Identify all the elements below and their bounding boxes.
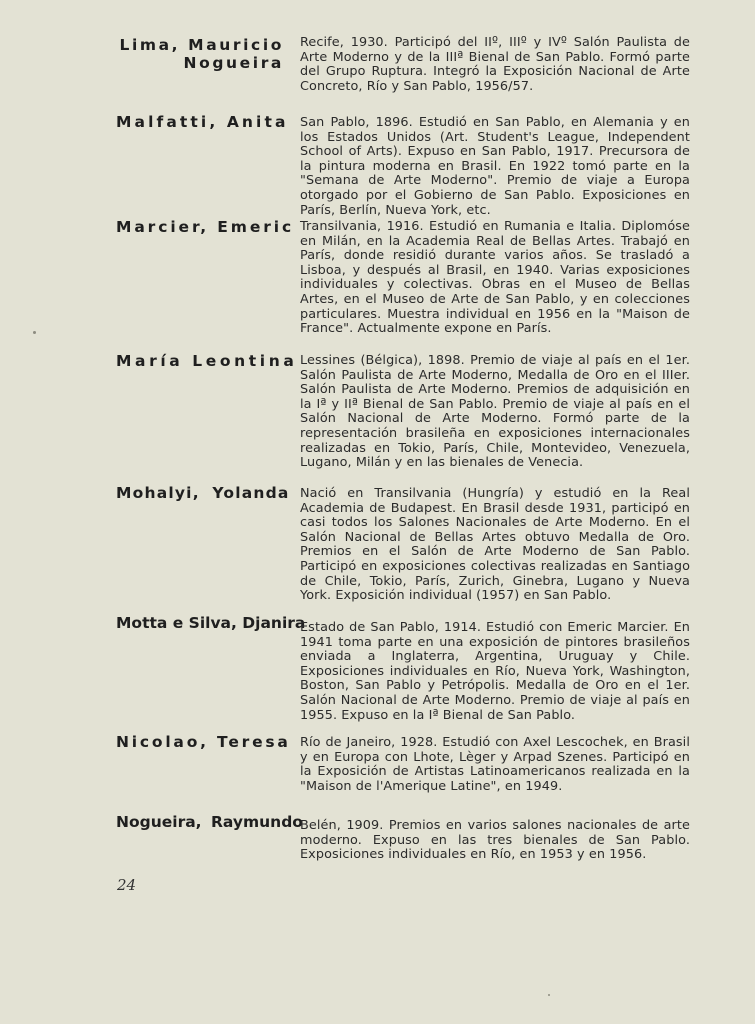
artist-name-line: María Leontina [116,352,298,370]
artist-biography: Recife, 1930. Participó del IIº, IIIº y IVº Salón Paulista de Arte Moderno y de la IIIª Bienal de San Pablo. Formó parte del Grupo Ruptura. Integró la Exposición Nacional de Arte Concreto, Río y San Pablo, 1956/57. [300,35,690,94]
artist-name [116,484,290,502]
artist-biography: Nació en Transilvania (Hungría) y estudió en la Real Academia de Budapest. En Brasil desde 1931, participó en casi todos los Salones Nacionales de Arte Moderno. En el Salón Nacional de Bellas Artes obtuvo Medalla de Oro. Premios en el Salón de Arte Moderno de San Pablo. Participó en exposiciones colectivas realizadas en Santiago de Chile, Tokio, París, Zurich, Ginebra, Lugano y Nueva York. Exposición individual (1957) en San Pablo. [300,486,690,604]
artist-name [116,218,295,236]
paper-speck [548,994,550,996]
paper-speck [33,331,36,334]
artist-name [116,113,289,131]
artist-name-line: Motta e Silva, Djanira [116,614,306,632]
artist-name-line: Nogueira, Raymundo [116,813,303,831]
artist-name [116,733,291,751]
artist-name [116,36,284,72]
artist-name [116,813,303,831]
artist-name-line: Lima, Mauricio [119,36,284,54]
artist-name [116,614,306,632]
artist-name-line: Marcier, Emeric [116,218,295,236]
artist-biography: Lessines (Bélgica), 1898. Premio de viaje al país en el 1er. Salón Paulista de Arte Moderno, Medalla de Oro en el IIIer. Salón Paulista de Arte Moderno. Premios de adquisición en la Iª y IIª Bienal de San Pablo. Premio de viaje al país en el Salón Nacional de Arte Moderno. Formó parte de la representación brasileña en exposiciones internacionales realizadas en Tokio, París, Chile, Montevideo, Venezuela, Lugano, Milán y en las bienales de Venecia. [300,353,690,471]
artist-biography: Estado de San Pablo, 1914. Estudió con Emeric Marcier. En 1941 toma parte en una exposición de pintores brasileños enviada a Inglaterra, Argentina, Uruguay y Chile. Exposiciones individuales en Río, Nueva York, Washington, Boston, San Pablo y Petrópolis. Medalla de Oro en el 1er. Salón Nacional de Arte Moderno. Premio de viaje al país en 1955. Expuso en la Iª Bienal de San Pablo. [300,620,690,723]
artist-name-line: Malfatti, Anita [116,113,289,131]
artist-biography: Transilvania, 1916. Estudió en Rumania e Italia. Diplomóse en Milán, en la Academia Real de Bellas Artes. Trabajó en París, donde residió durante varios años. Se trasladó a Lisboa, y después al Brasil, en 1940. Varias exposiciones individuales y colectivas. Obras en el Museo de Bellas Artes, en el Museo de Arte de San Pablo, y en colecciones particulares. Muestra individual en 1956 en la "Maison de France". Actualmente expone en París. [300,219,690,337]
artist-name-line: Nogueira [183,54,284,72]
page-number: 24 [117,876,137,894]
artist-biography: Río de Janeiro, 1928. Estudió con Axel Lescochek, en Brasil y en Europa con Lhote, Lèger y Arpad Szenes. Participó en la Exposición de Artistas Latinoamericanos realizada en la "Maison de l'Amerique Latine", en 1949. [300,735,690,794]
artist-name-line: Mohalyi, Yolanda [116,484,290,502]
artist-name [116,352,298,370]
artist-name-line: Nicolao, Teresa [116,733,291,751]
artist-biography: San Pablo, 1896. Estudió en San Pablo, en Alemania y en los Estados Unidos (Art. Student's League, Independent School of Arts). Expuso en San Pablo, 1917. Precursora de la pintura moderna en Brasil. En 1922 tomó parte en la "Semana de Arte Moderno". Premio de viaje a Europa otorgado por el Gobierno de San Pablo. Exposiciones en París, Berlín, Nueva York, etc. [300,115,690,218]
artist-biography: Belén, 1909. Premios en varios salones nacionales de arte moderno. Expuso en las tres bienales de San Pablo. Exposiciones individuales en Río, en 1953 y en 1956. [300,818,690,863]
